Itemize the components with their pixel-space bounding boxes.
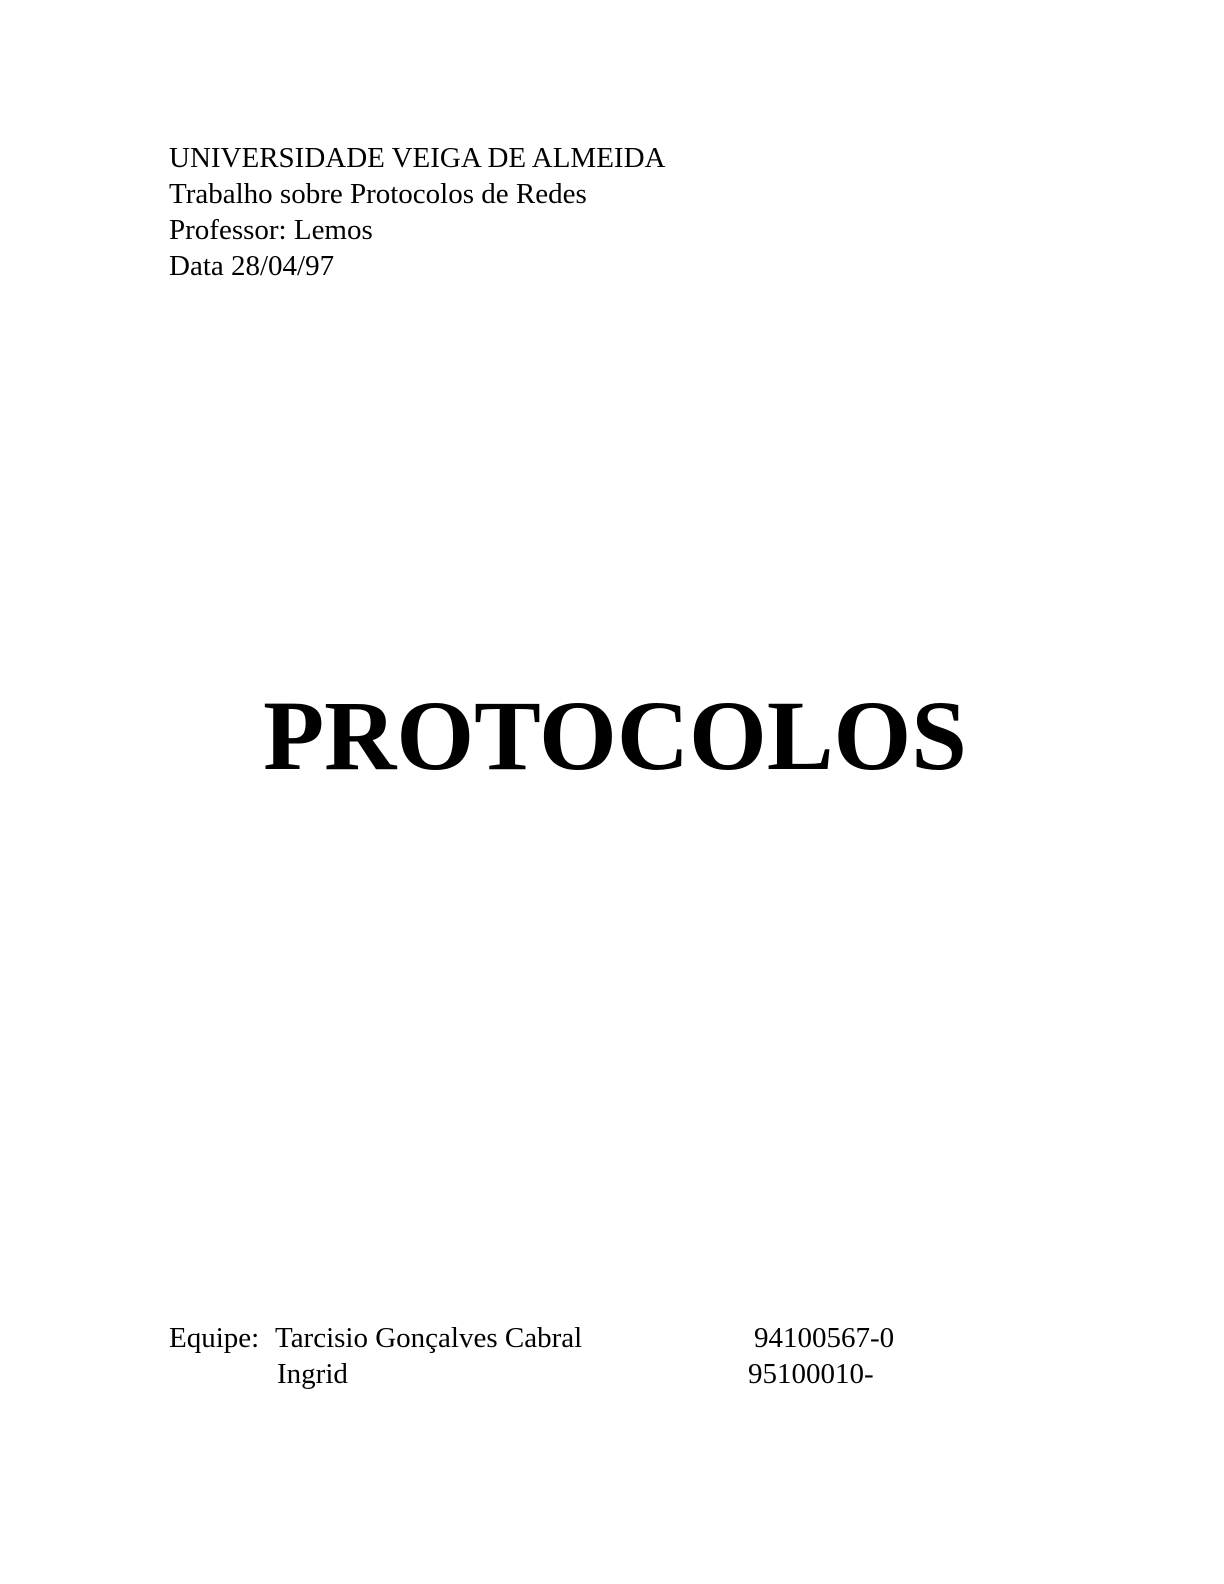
team-label: Equipe: — [169, 1322, 260, 1354]
member-id: 94100567-0 — [754, 1322, 895, 1354]
date-line: Data 28/04/97 — [169, 250, 335, 282]
member-id: 95100010- — [748, 1358, 874, 1390]
member-name: Tarcisio Gonçalves Cabral — [275, 1322, 583, 1354]
team-member-row — [169, 1320, 1069, 1356]
member-name: Ingrid — [277, 1358, 348, 1390]
university-name: UNIVERSIDADE VEIGA DE ALMEIDA — [169, 142, 666, 174]
team-member-row — [169, 1356, 1069, 1392]
team-section — [169, 1320, 1069, 1400]
cover-header — [169, 140, 665, 284]
professor-line: Professor: Lemos — [169, 214, 373, 246]
work-subject: Trabalho sobre Protocolos de Redes — [169, 178, 587, 210]
document-title: PROTOCOLOS — [263, 680, 967, 791]
